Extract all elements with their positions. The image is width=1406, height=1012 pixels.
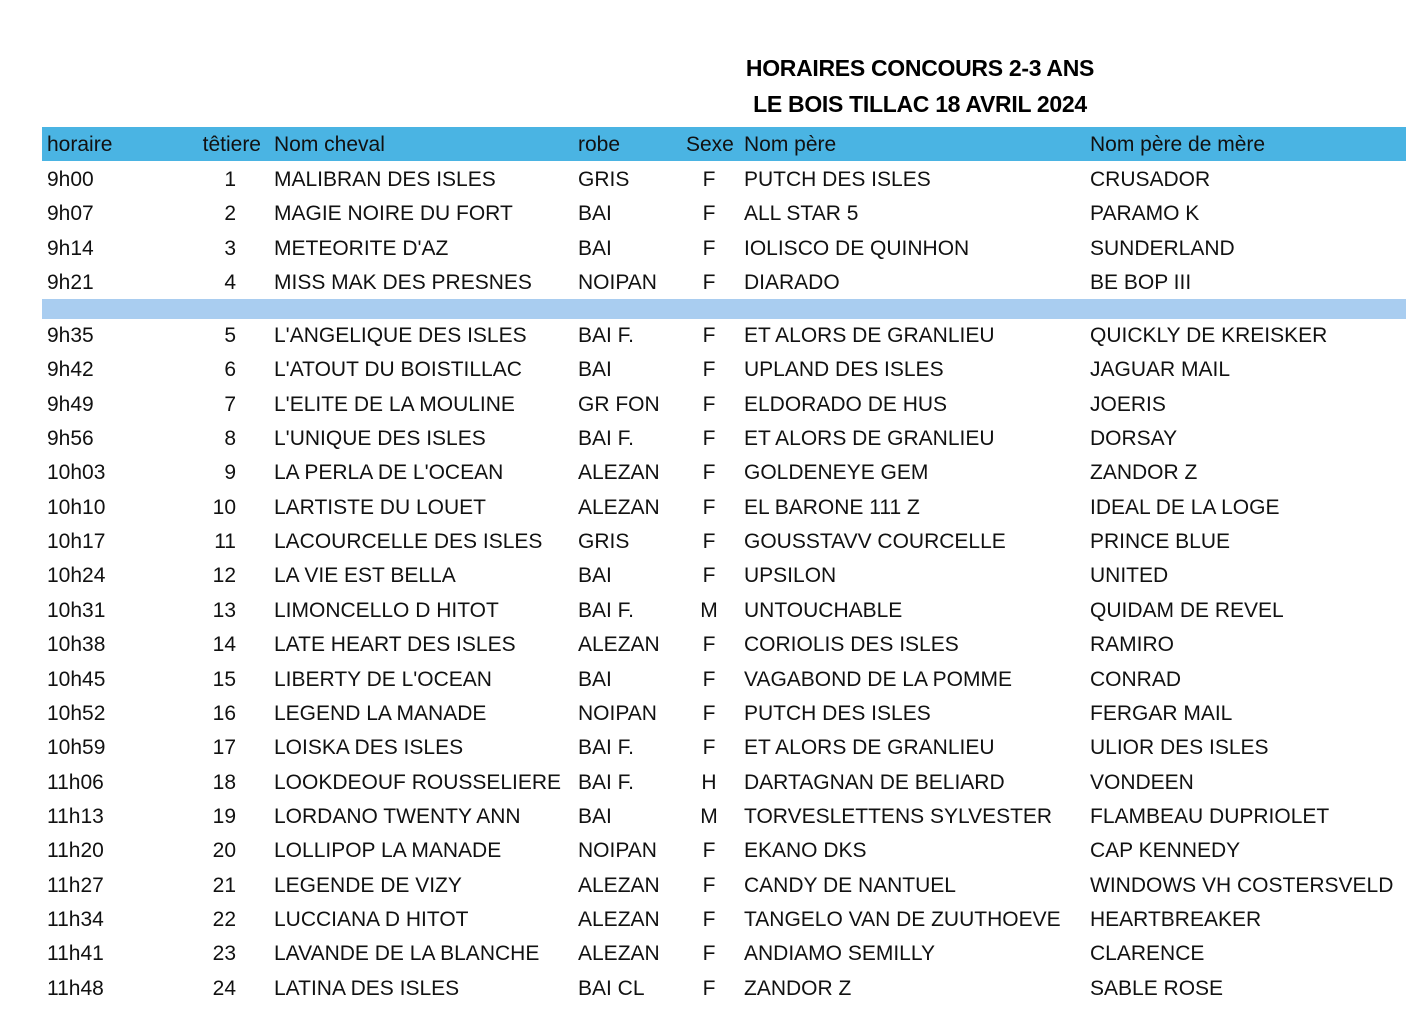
cell-robe: GR FON <box>578 392 660 416</box>
cell-nom-pere-de-mere: QUICKLY DE KREISKER <box>1090 324 1328 347</box>
cell-robe: BAI <box>578 804 612 828</box>
cell-tetiere: 10 <box>212 495 236 519</box>
cell-nom-cheval: L'ATOUT DU BOISTILLAC <box>274 358 522 382</box>
cell-nom-pere-de-mere: BE BOP III <box>1090 271 1192 295</box>
cell-horaire: 11h13 <box>47 804 104 828</box>
cell-horaire: 10h31 <box>47 598 106 622</box>
cell-robe: BAI F. <box>578 598 635 622</box>
cell-nom-pere: ET ALORS DE GRANLIEU <box>744 324 995 347</box>
cell-nom-pere: UNTOUCHABLE <box>744 598 903 622</box>
cell-horaire: 9h56 <box>47 427 94 451</box>
cell-tetiere: 16 <box>212 701 236 725</box>
cell-horaire: 9h21 <box>47 271 94 295</box>
cell-tetiere: 4 <box>224 271 236 295</box>
cell-sexe: F <box>702 736 716 760</box>
cell-robe: BAI F. <box>578 770 635 794</box>
cell-nom-cheval: LACOURCELLE DES ISLES <box>274 530 543 554</box>
cell-tetiere: 5 <box>224 324 236 347</box>
cell-nom-cheval: LOISKA DES ISLES <box>274 736 464 760</box>
cell-sexe: F <box>702 271 716 295</box>
cell-horaire: 10h59 <box>47 736 106 760</box>
cell-horaire: 11h20 <box>47 839 104 863</box>
cell-nom-cheval: LA PERLA DE L'OCEAN <box>274 461 504 485</box>
cell-robe: ALEZAN <box>578 633 660 657</box>
cell-nom-pere-de-mere: WINDOWS VH COSTERSVELD <box>1090 873 1394 897</box>
cell-tetiere: 21 <box>212 873 236 897</box>
cell-sexe: F <box>702 564 716 588</box>
header-sexe: Sexe <box>686 133 734 156</box>
cell-robe: BAI CL <box>578 976 645 1000</box>
cell-nom-pere-de-mere: DORSAY <box>1090 427 1178 451</box>
cell-sexe: F <box>702 667 716 691</box>
cell-nom-pere: PUTCH DES ISLES <box>744 168 931 191</box>
cell-nom-pere: ET ALORS DE GRANLIEU <box>744 427 995 451</box>
cell-nom-cheval: LIBERTY DE L'OCEAN <box>274 667 492 691</box>
cell-robe: NOIPAN <box>578 701 657 725</box>
page-subtitle: LE BOIS TILLAC 18 AVRIL 2024 <box>753 91 1087 117</box>
cell-robe: GRIS <box>578 530 630 554</box>
cell-robe: GRIS <box>578 168 630 191</box>
cell-robe: ALEZAN <box>578 873 660 897</box>
cell-nom-pere: ALL STAR 5 <box>744 202 859 226</box>
cell-tetiere: 13 <box>212 598 236 622</box>
cell-tetiere: 14 <box>212 633 236 657</box>
cell-horaire: 10h45 <box>47 667 106 691</box>
cell-sexe: F <box>702 907 716 931</box>
cell-robe: BAI F. <box>578 427 635 451</box>
cell-robe: BAI <box>578 667 612 691</box>
cell-nom-pere: UPSILON <box>744 564 837 588</box>
cell-sexe: F <box>702 976 716 1000</box>
cell-horaire: 9h35 <box>47 324 94 347</box>
header-nom-cheval: Nom cheval <box>274 133 385 156</box>
cell-sexe: F <box>702 495 716 519</box>
cell-sexe: F <box>702 530 716 554</box>
cell-nom-pere: ZANDOR Z <box>744 976 852 1000</box>
cell-sexe: F <box>702 942 716 966</box>
cell-nom-pere-de-mere: PRINCE BLUE <box>1090 530 1231 554</box>
cell-sexe: F <box>702 633 716 657</box>
cell-sexe: F <box>702 168 716 191</box>
cell-nom-cheval: L'ANGELIQUE DES ISLES <box>274 324 527 347</box>
cell-horaire: 9h07 <box>47 202 94 226</box>
cell-horaire: 11h41 <box>47 942 104 966</box>
cell-robe: BAI F. <box>578 736 635 760</box>
cell-nom-pere-de-mere: FLAMBEAU DUPRIOLET <box>1090 804 1330 828</box>
cell-nom-pere-de-mere: SUNDERLAND <box>1090 236 1235 260</box>
cell-horaire: 10h17 <box>47 530 106 554</box>
cell-nom-pere-de-mere: JOERIS <box>1090 392 1166 416</box>
cell-nom-cheval: LORDANO TWENTY ANN <box>274 804 521 828</box>
cell-tetiere: 7 <box>224 392 236 416</box>
cell-horaire: 10h38 <box>47 633 106 657</box>
cell-nom-cheval: L'ELITE DE LA MOULINE <box>274 392 515 416</box>
cell-sexe: F <box>702 392 716 416</box>
cell-nom-pere-de-mere: HEARTBREAKER <box>1090 907 1262 931</box>
header-robe: robe <box>578 133 621 156</box>
cell-robe: BAI <box>578 564 612 588</box>
header-nom-pere-de-mere: Nom père de mère <box>1090 133 1266 156</box>
cell-horaire: 11h48 <box>47 976 104 1000</box>
cell-nom-pere-de-mere: VONDEEN <box>1090 770 1194 794</box>
cell-horaire: 9h00 <box>47 168 94 191</box>
cell-nom-pere-de-mere: CONRAD <box>1090 667 1182 691</box>
cell-nom-cheval: LA VIE EST BELLA <box>274 564 456 588</box>
cell-nom-cheval: LAVANDE DE LA BLANCHE <box>274 942 540 966</box>
cell-nom-cheval: MAGIE NOIRE DU FORT <box>274 202 513 226</box>
cell-tetiere: 17 <box>212 736 236 760</box>
cell-nom-pere: GOUSSTAVV COURCELLE <box>744 530 1006 554</box>
cell-robe: NOIPAN <box>578 839 657 863</box>
cell-robe: ALEZAN <box>578 942 660 966</box>
cell-horaire: 11h27 <box>47 873 104 897</box>
cell-nom-pere-de-mere: RAMIRO <box>1090 633 1174 657</box>
cell-nom-pere-de-mere: QUIDAM DE REVEL <box>1090 598 1284 622</box>
cell-horaire: 9h49 <box>47 392 94 416</box>
cell-robe: ALEZAN <box>578 907 660 931</box>
cell-robe: ALEZAN <box>578 461 660 485</box>
cell-nom-pere: CORIOLIS DES ISLES <box>744 633 959 657</box>
cell-nom-pere-de-mere: ULIOR DES ISLES <box>1090 736 1269 760</box>
cell-tetiere: 9 <box>224 461 236 485</box>
cell-nom-pere-de-mere: CAP KENNEDY <box>1090 839 1241 863</box>
cell-nom-pere: ELDORADO DE HUS <box>744 392 948 416</box>
cell-tetiere: 2 <box>224 202 236 226</box>
cell-tetiere: 20 <box>212 839 236 863</box>
cell-sexe: F <box>702 427 716 451</box>
cell-tetiere: 1 <box>224 168 236 191</box>
cell-tetiere: 15 <box>212 667 236 691</box>
page-title: HORAIRES CONCOURS 2-3 ANS <box>745 55 1095 81</box>
cell-nom-cheval: LATINA DES ISLES <box>274 976 460 1000</box>
break-band <box>42 299 1406 319</box>
cell-nom-pere-de-mere: UNITED <box>1090 564 1169 588</box>
cell-tetiere: 3 <box>224 236 236 260</box>
cell-nom-cheval: LUCCIANA D HITOT <box>274 907 469 931</box>
cell-nom-pere: GOLDENEYE GEM <box>744 461 929 485</box>
cell-nom-pere: PUTCH DES ISLES <box>744 701 931 725</box>
cell-tetiere: 19 <box>212 804 236 828</box>
cell-tetiere: 22 <box>212 907 236 931</box>
cell-sexe: F <box>702 839 716 863</box>
cell-nom-cheval: LIMONCELLO D HITOT <box>274 598 499 622</box>
cell-sexe: F <box>702 358 716 382</box>
cell-horaire: 9h14 <box>47 236 94 260</box>
cell-horaire: 10h52 <box>47 701 106 725</box>
cell-nom-cheval: LOOKDEOUF ROUSSELIERE <box>274 770 562 794</box>
cell-nom-cheval: LARTISTE DU LOUET <box>274 495 486 519</box>
cell-nom-pere-de-mere: CLARENCE <box>1090 942 1205 966</box>
cell-nom-pere-de-mere: SABLE ROSE <box>1090 976 1224 1000</box>
cell-nom-pere-de-mere: ZANDOR Z <box>1090 461 1198 485</box>
cell-horaire: 11h06 <box>47 770 104 794</box>
cell-horaire: 9h42 <box>47 358 94 382</box>
cell-horaire: 11h34 <box>47 907 104 931</box>
header-horaire: horaire <box>47 133 113 156</box>
cell-nom-pere: ET ALORS DE GRANLIEU <box>744 736 995 760</box>
cell-nom-pere: ANDIAMO SEMILLY <box>744 942 935 966</box>
cell-robe: ALEZAN <box>578 495 660 519</box>
header-nom-pere: Nom père <box>744 133 837 156</box>
cell-nom-pere: EL BARONE 111 Z <box>744 495 920 519</box>
cell-tetiere: 6 <box>224 358 236 382</box>
cell-robe: BAI <box>578 236 612 260</box>
cell-tetiere: 18 <box>212 770 236 794</box>
cell-nom-cheval: LATE HEART DES ISLES <box>274 633 516 657</box>
cell-sexe: F <box>702 701 716 725</box>
cell-nom-cheval: LEGENDE DE VIZY <box>274 873 462 897</box>
cell-sexe: F <box>702 324 716 347</box>
header-tetiere: têtiere <box>202 133 261 156</box>
cell-nom-pere: TORVESLETTENS SYLVESTER <box>744 804 1053 828</box>
cell-nom-pere-de-mere: PARAMO K <box>1090 202 1200 226</box>
cell-tetiere: 12 <box>212 564 236 588</box>
cell-horaire: 10h10 <box>47 495 106 519</box>
cell-sexe: H <box>701 770 717 794</box>
cell-nom-pere-de-mere: FERGAR MAIL <box>1090 701 1233 725</box>
cell-nom-cheval: LEGEND LA MANADE <box>274 701 487 725</box>
cell-tetiere: 8 <box>224 427 236 451</box>
cell-nom-pere-de-mere: JAGUAR MAIL <box>1090 358 1231 382</box>
cell-nom-pere: TANGELO VAN DE ZUUTHOEVE <box>744 907 1061 931</box>
cell-tetiere: 24 <box>212 976 236 1000</box>
cell-sexe: M <box>700 598 718 622</box>
cell-robe: BAI <box>578 358 612 382</box>
cell-nom-pere-de-mere: IDEAL DE LA LOGE <box>1090 495 1280 519</box>
cell-nom-pere: IOLISCO DE QUINHON <box>744 236 970 260</box>
cell-sexe: F <box>702 461 716 485</box>
cell-sexe: F <box>702 202 716 226</box>
cell-sexe: M <box>700 804 718 828</box>
cell-nom-pere: DIARADO <box>744 271 840 295</box>
cell-nom-cheval: MISS MAK DES PRESNES <box>274 271 532 295</box>
cell-nom-pere: UPLAND DES ISLES <box>744 358 944 382</box>
cell-nom-pere: CANDY DE NANTUEL <box>744 873 956 897</box>
cell-nom-pere: EKANO DKS <box>744 839 867 863</box>
cell-robe: BAI F. <box>578 324 635 347</box>
cell-nom-pere-de-mere: CRUSADOR <box>1090 168 1211 191</box>
cell-nom-cheval: MALIBRAN DES ISLES <box>274 168 496 191</box>
cell-robe: NOIPAN <box>578 271 657 295</box>
cell-robe: BAI <box>578 202 612 226</box>
cell-nom-pere: VAGABOND DE LA POMME <box>744 667 1013 691</box>
cell-sexe: F <box>702 236 716 260</box>
cell-tetiere: 11 <box>214 530 236 554</box>
cell-nom-cheval: METEORITE D'AZ <box>274 236 449 260</box>
cell-tetiere: 23 <box>212 942 236 966</box>
cell-nom-cheval: LOLLIPOP LA MANADE <box>274 839 502 863</box>
cell-horaire: 10h03 <box>47 461 106 485</box>
cell-nom-pere: DARTAGNAN DE BELIARD <box>744 770 1005 794</box>
cell-nom-cheval: L'UNIQUE DES ISLES <box>274 427 486 451</box>
cell-horaire: 10h24 <box>47 564 106 588</box>
cell-sexe: F <box>702 873 716 897</box>
